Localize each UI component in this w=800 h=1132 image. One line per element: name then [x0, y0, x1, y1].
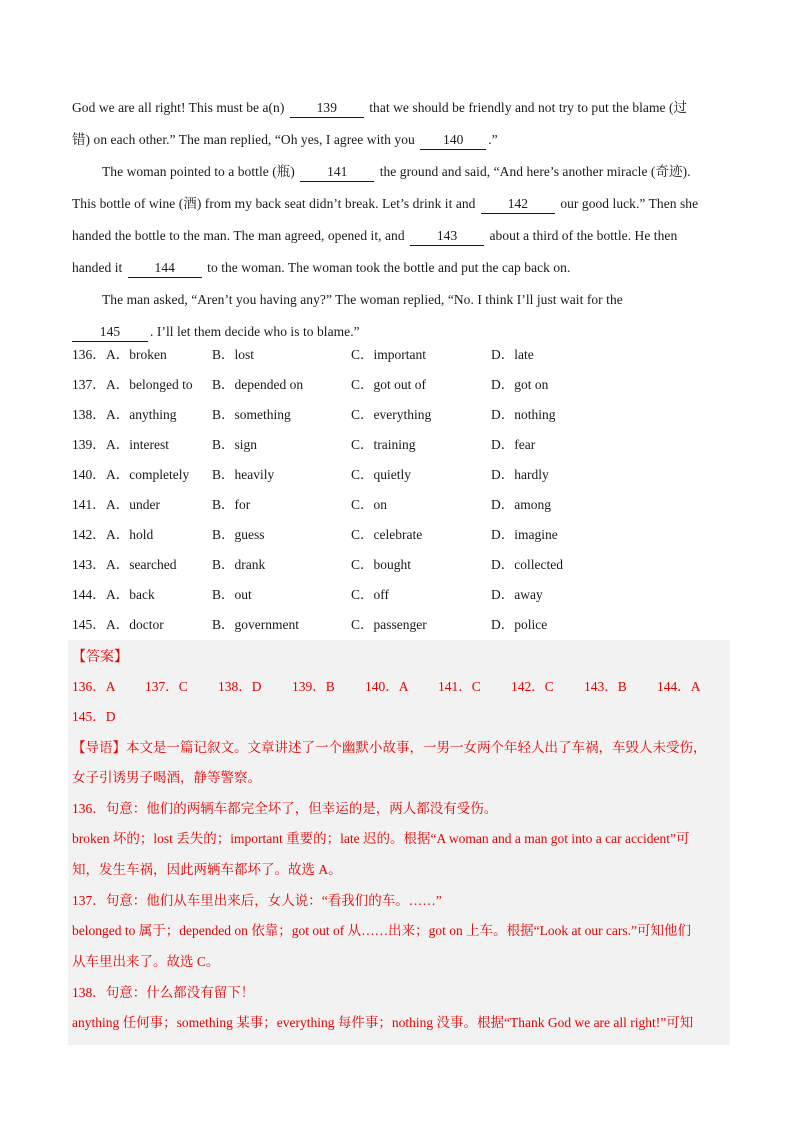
blank-139: 139 [290, 99, 364, 118]
passage-line: The man asked, “Aren’t you having any?” The woman replied, “No. I think I’ll just wait for the [102, 292, 623, 307]
option-a: A．completely [106, 467, 190, 482]
answer-item: 140．A [365, 679, 409, 694]
option-a: A．doctor [106, 617, 164, 632]
question-number: 136． [72, 347, 106, 362]
blank-141: 141 [300, 163, 374, 182]
answer-item: 138．D [218, 679, 262, 694]
option-b: B．lost [212, 347, 255, 362]
q138-explanation: anything 任何事；something 某事；everything 每件事；nothing 没事。根据“Thank God we are all right!”可知 [72, 1015, 694, 1030]
option-a: A．belonged to [106, 377, 193, 392]
question-number: 142． [72, 527, 106, 542]
option-c: C．passenger [351, 617, 427, 632]
q136-explanation: 知，发生车祸，因此两辆车都坏了。故选 A。 [72, 862, 342, 877]
option-c: C．celebrate [351, 527, 423, 542]
option-d: D．imagine [491, 527, 558, 542]
option-c: C．quietly [351, 467, 411, 482]
option-row [72, 520, 732, 550]
passage-line: 145 . I’ll let them decide who is to blame.” [72, 316, 732, 348]
option-row [72, 460, 732, 490]
guide-text: 女子引诱男子喝酒，静等警察。 [72, 770, 261, 785]
options-list [72, 340, 732, 640]
option-c: C．training [351, 437, 416, 452]
question-number: 145． [72, 617, 106, 632]
answer-item: 136．A [72, 679, 116, 694]
answer-item: 139．B [292, 679, 335, 694]
answer-item: 145．D [72, 709, 116, 724]
blank-145: 145 [72, 323, 148, 342]
option-b: B．depended on [212, 377, 304, 392]
answer-item: 137．C [145, 679, 188, 694]
passage [72, 92, 732, 348]
option-d: D．hardly [491, 467, 549, 482]
option-c: C．important [351, 347, 426, 362]
passage-line: God we are all right! This must be a(n) 139 that we should be friendly and not try to put the blame (过 [72, 92, 732, 124]
option-a: A．back [106, 587, 155, 602]
option-a: A．anything [106, 407, 177, 422]
answer-heading: 【答案】 [72, 650, 128, 665]
option-b: B．something [212, 407, 291, 422]
option-d: D．fear [491, 437, 536, 452]
question-number: 137． [72, 377, 106, 392]
option-row [72, 400, 732, 430]
option-c: C．got out of [351, 377, 427, 392]
question-number: 138． [72, 407, 106, 422]
option-c: C．off [351, 587, 390, 602]
blank-140: 140 [420, 131, 486, 150]
answer-item: 144．A [657, 679, 701, 694]
passage-line: handed it 144 to the woman. The woman took the bottle and put the cap back on. [72, 252, 732, 284]
question-number: 144． [72, 587, 106, 602]
answer-item: 142．C [511, 679, 554, 694]
option-row [72, 340, 732, 370]
option-a: A．searched [106, 557, 177, 572]
q137-explanation: belonged to 属于；depended on 依靠；got out of 从……出来；got on 上车。根据“Look at our cars.”可知他们 [72, 923, 692, 938]
option-d: D．late [491, 347, 534, 362]
option-d: D．away [491, 587, 543, 602]
blank-144: 144 [128, 259, 202, 278]
q136-explanation: broken 坏的；lost 丢失的；important 重要的；late 迟的。根据“A woman and a man got into a car accident”可 [72, 831, 690, 846]
q136-title: 136．句意：他们的两辆车都完全坏了，但幸运的是，两人都没有受伤。 [72, 801, 498, 816]
question-number: 139． [72, 437, 106, 452]
option-a: A．hold [106, 527, 154, 542]
passage-line: The woman pointed to a bottle (瓶) 141 the ground and said, “And here’s another miracle (奇迹). [72, 156, 732, 188]
option-b: B．for [212, 497, 251, 512]
option-row [72, 610, 732, 640]
blank-142: 142 [481, 195, 555, 214]
answer-item: 141．C [438, 679, 481, 694]
option-row [72, 370, 732, 400]
question-number: 141． [72, 497, 106, 512]
option-a: A．under [106, 497, 160, 512]
option-b: B．sign [212, 437, 258, 452]
option-b: B．government [212, 617, 299, 632]
option-row [72, 550, 732, 580]
option-c: C．everything [351, 407, 432, 422]
option-d: D．police [491, 617, 548, 632]
answer-item: 143．B [584, 679, 627, 694]
q137-title: 137．句意：他们从车里出来后，女人说：“看我们的车。……” [72, 893, 442, 908]
option-a: A．broken [106, 347, 167, 362]
option-a: A．interest [106, 437, 169, 452]
option-d: D．got on [491, 377, 549, 392]
option-d: D．among [491, 497, 551, 512]
guide-text: 【导语】本文是一篇记叙文。文章讲述了一个幽默小故事，一男一女两个年轻人出了车祸，车毁人未受伤， [72, 740, 707, 755]
option-d: D．collected [491, 557, 563, 572]
blank-143: 143 [410, 227, 484, 246]
q137-explanation: 从车里出来了。故选 C。 [72, 954, 220, 969]
question-number: 143． [72, 557, 106, 572]
passage-line: This bottle of wine (酒) from my back seat didn’t break. Let’s drink it and 142 our good luck.” Then she [72, 188, 732, 220]
option-c: C．on [351, 497, 388, 512]
passage-line: 错) on each other.” The man replied, “Oh yes, I agree with you 140 .” [72, 124, 732, 156]
option-b: B．heavily [212, 467, 275, 482]
option-b: B．guess [212, 527, 265, 542]
answer-key-row [72, 675, 732, 699]
question-number: 140． [72, 467, 106, 482]
option-d: D．nothing [491, 407, 556, 422]
option-b: B．drank [212, 557, 266, 572]
option-row [72, 490, 732, 520]
q138-title: 138．句意：什么都没有留下！ [72, 985, 255, 1000]
option-row [72, 580, 732, 610]
passage-line: handed the bottle to the man. The man agreed, opened it, and 143 about a third of the bottle. He then [72, 220, 732, 252]
option-row [72, 430, 732, 460]
option-c: C．bought [351, 557, 412, 572]
option-b: B．out [212, 587, 252, 602]
